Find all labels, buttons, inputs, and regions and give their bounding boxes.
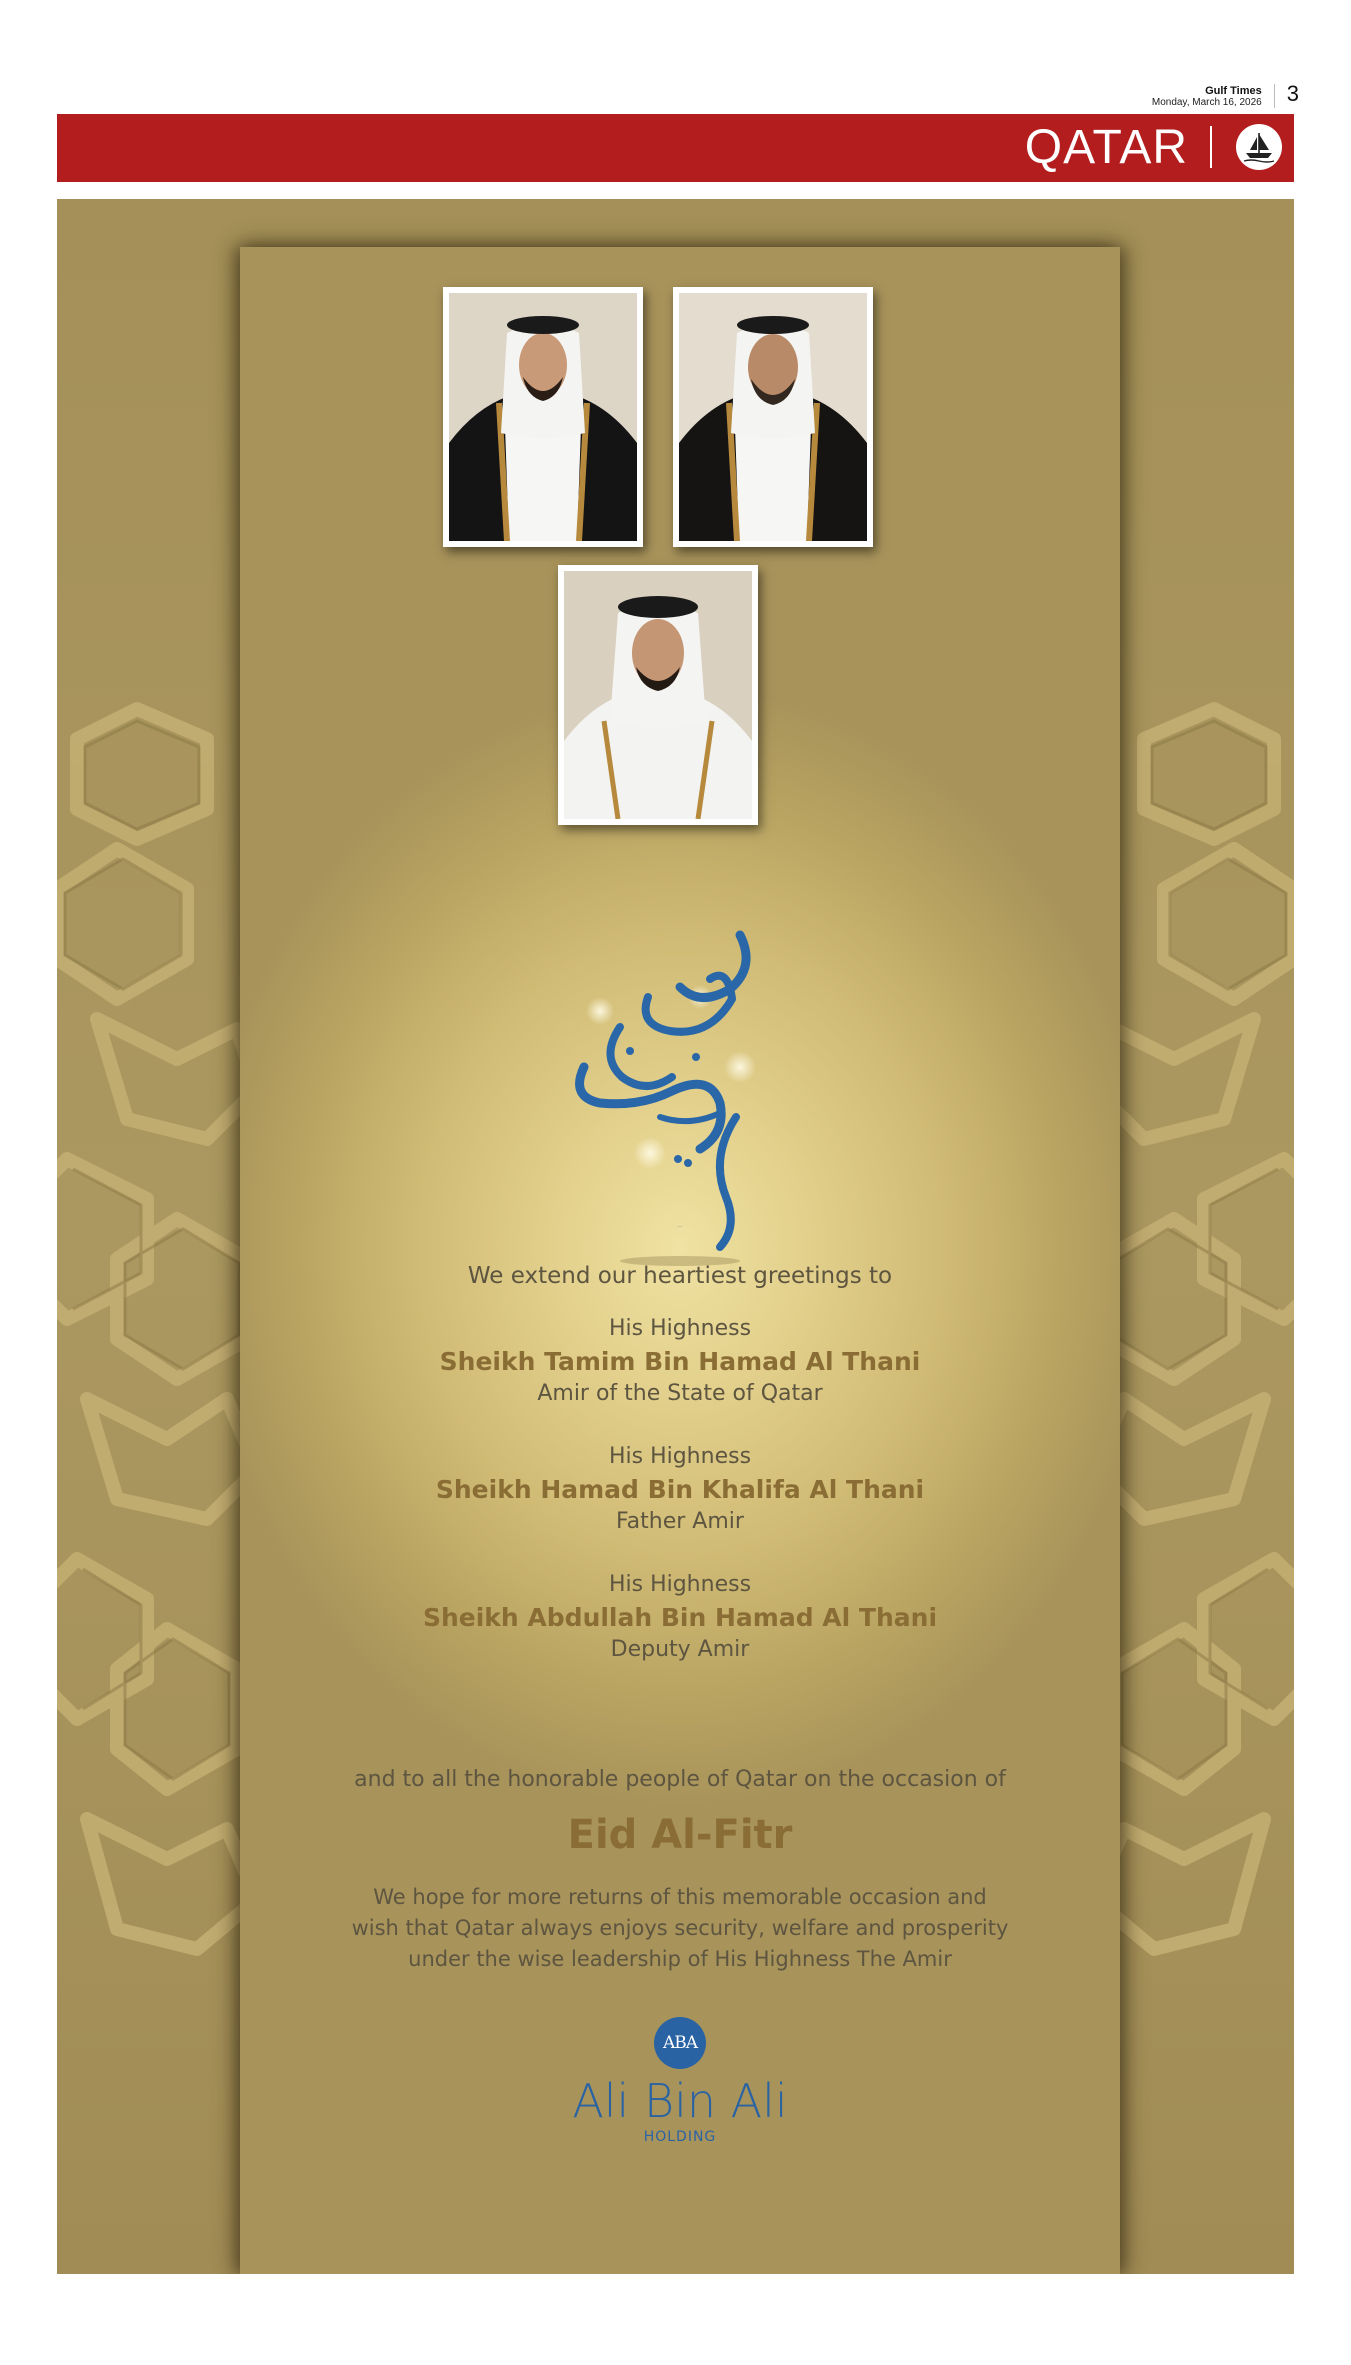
greeting-panel xyxy=(240,247,1120,2274)
meta-divider xyxy=(1274,84,1275,108)
publication-date: Monday, March 16, 2026 xyxy=(1151,97,1262,109)
wishes-line: under the wise leadership of His Highness The Amir xyxy=(408,1947,952,1971)
portrait-amir xyxy=(443,287,643,547)
honoree-deputy-amir xyxy=(240,1569,1120,1665)
publication-info xyxy=(1152,82,1262,108)
dhow-ship-icon xyxy=(1236,124,1282,170)
sponsor-name: Ali Bin Ali xyxy=(572,2074,788,2128)
portrait-deputy-amir xyxy=(558,565,758,825)
greeting-wishes xyxy=(240,1882,1120,1975)
geometric-pattern-left xyxy=(57,699,257,1999)
honoree-honorific: His Highness xyxy=(608,1316,752,1341)
greeting-outro: and to all the honorable people of Qatar on the occasion of xyxy=(354,1767,1006,1792)
honoree-honorific: His Highness xyxy=(608,1572,752,1597)
portrait-father-amir xyxy=(673,287,873,547)
honoree-title: Amir of the State of Qatar xyxy=(537,1381,823,1406)
sponsor-badge: ABA xyxy=(654,2017,706,2069)
greeting-intro: We extend our heartiest greetings to xyxy=(467,1263,893,1289)
section-header-band xyxy=(57,114,1294,182)
honoree-honorific: His Highness xyxy=(608,1444,752,1469)
occasion-title: Eid Al-Fitr xyxy=(567,1812,793,1858)
wishes-line: wish that Qatar always enjoys security, welfare and prosperity xyxy=(351,1916,1009,1940)
honoree-title: Father Amir xyxy=(616,1509,744,1534)
honoree-father-amir xyxy=(240,1441,1120,1537)
section-divider xyxy=(1210,126,1212,168)
wishes-line: We hope for more returns of this memorable occasion and xyxy=(373,1885,987,1909)
page-number: 3 xyxy=(1286,81,1299,106)
publication-name: Gulf Times xyxy=(1205,85,1262,97)
sponsor-logo xyxy=(240,2017,1120,2145)
honoree-title: Deputy Amir xyxy=(610,1637,750,1662)
geometric-pattern-right xyxy=(1094,699,1294,1999)
honoree-name: Sheikh Tamim Bin Hamad Al Thani xyxy=(439,1347,921,1376)
calligraphy-text: عيدكم مبارك xyxy=(677,1227,683,1228)
honoree-amir xyxy=(240,1313,1120,1409)
honoree-name: Sheikh Hamad Bin Khalifa Al Thani xyxy=(435,1475,925,1504)
eid-mubarak-calligraphy xyxy=(560,927,800,1271)
eid-greeting-advertisement xyxy=(57,199,1294,2274)
sponsor-subtitle: HOLDING xyxy=(643,2129,717,2145)
honoree-name: Sheikh Abdullah Bin Hamad Al Thani xyxy=(422,1603,938,1632)
masthead-meta xyxy=(1152,82,1299,108)
section-title: QATAR xyxy=(1024,121,1188,174)
